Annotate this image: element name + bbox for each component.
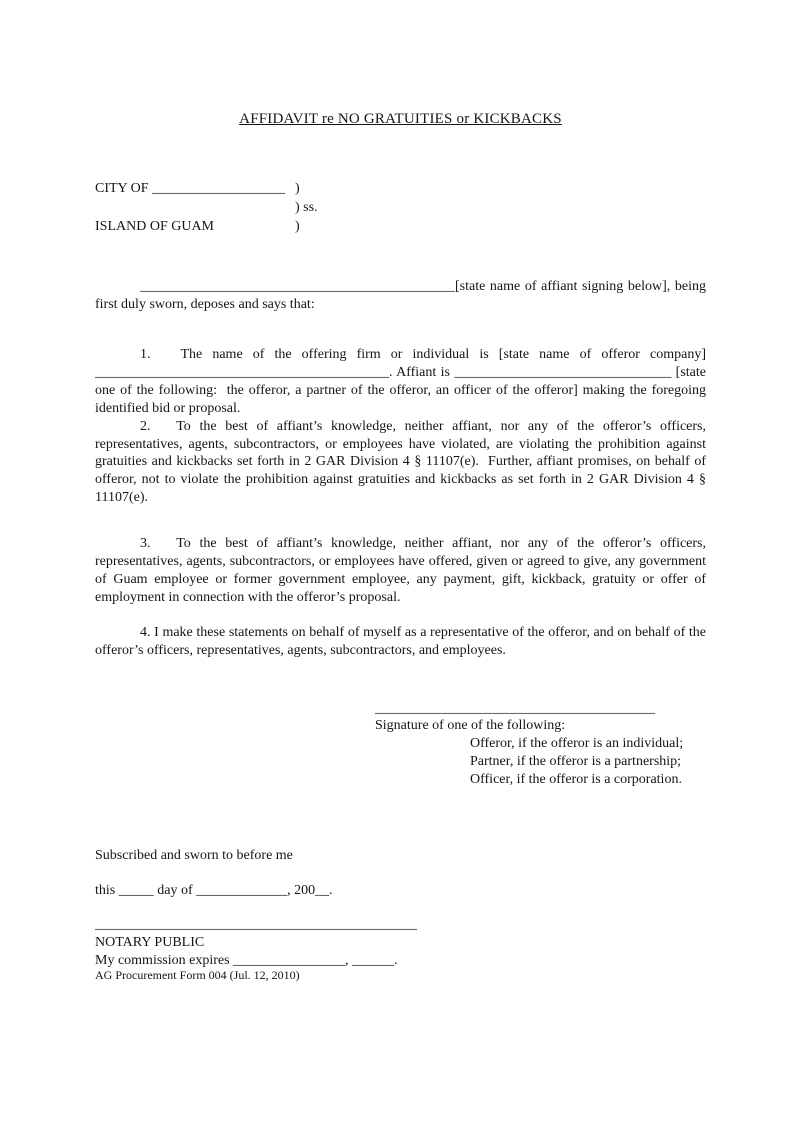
venue-block: [95, 179, 706, 236]
signature-options: [470, 735, 706, 789]
city-of-line: CITY OF ___________________: [95, 181, 286, 197]
signature-option-officer: Officer, if the offeror is a corporation.: [470, 771, 682, 787]
notary-block: [95, 847, 706, 971]
notary-date-line: this _____ day of _____________, 200__.: [95, 882, 333, 898]
signature-option-partner: Partner, if the offeror is a partnership;: [470, 753, 682, 769]
form-number-footer: AG Procurement Form 004 (Jul. 12, 2010): [95, 968, 300, 982]
notary-signature-line: ______________________________________________: [95, 917, 417, 933]
paragraph-4: 4. I make these statements on behalf of myself as a representative of the offeror, and on behalf of the offeror’s officers, representatives, agents, subcontractors, and employees.: [95, 624, 706, 658]
paragraph-3: 3. To the best of affiant’s knowledge, neither affiant, nor any of the offeror’s officers, representatives, agents, subcontractors, or employees have offered, given or agreed to give, any government of Guam employee or former government employee, any payment, gift, kickback, gratuity or offer of employment in connection with the offeror’s proposal.: [95, 536, 706, 605]
paragraph-1: 1. The name of the offering firm or individual is [state name of offeror company] __________________________________________. Affiant is _______________________________ [state one of the following: the offeror, a partner of the offeror, an officer of the offeror] making the foregoing identified bid or proposal.: [95, 347, 706, 416]
city-paren: ): [295, 181, 300, 197]
island-of-guam-line: ISLAND OF GUAM: [95, 219, 215, 235]
venue-island-row: [95, 217, 706, 236]
island-paren: ): [295, 219, 300, 235]
document-title: AFFIDAVIT re NO GRATUITIES or KICKBACKS: [239, 111, 562, 127]
signature-block: [375, 700, 706, 789]
signature-option-offeror: Offeror, if the offeror is an individual;: [470, 735, 684, 751]
ss-paren: ) ss.: [295, 200, 318, 216]
ss-left-spacer: [95, 198, 295, 217]
notary-public-label: NOTARY PUBLIC: [95, 935, 205, 951]
paragraph-2: 2. To the best of affiant’s knowledge, neither affiant, nor any of the offeror’s officers, representatives, agents, subcontractors, or employees have violated, are violating the prohibition against gratuities and kickbacks set forth in 2 GAR Division 4 § 11107(e). Further, affiant promises, on behalf of offeror, not to violate the prohibition against gratuities and kickbacks as set forth in 2 GAR Division 4 § 11107(e).: [95, 418, 706, 506]
signature-blank-line: ________________________________________: [375, 700, 655, 716]
signature-label: Signature of one of the following:: [375, 717, 566, 733]
commission-expires-line: My commission expires ________________, ______.: [95, 953, 398, 969]
venue-ss-row: [95, 198, 706, 217]
opening-paragraph: _____________________________________________[state name of affiant signing below], being first duly sworn, deposes and says that:: [95, 279, 706, 313]
subscribed-line: Subscribed and sworn to before me: [95, 847, 293, 863]
venue-city-row: [95, 179, 706, 198]
